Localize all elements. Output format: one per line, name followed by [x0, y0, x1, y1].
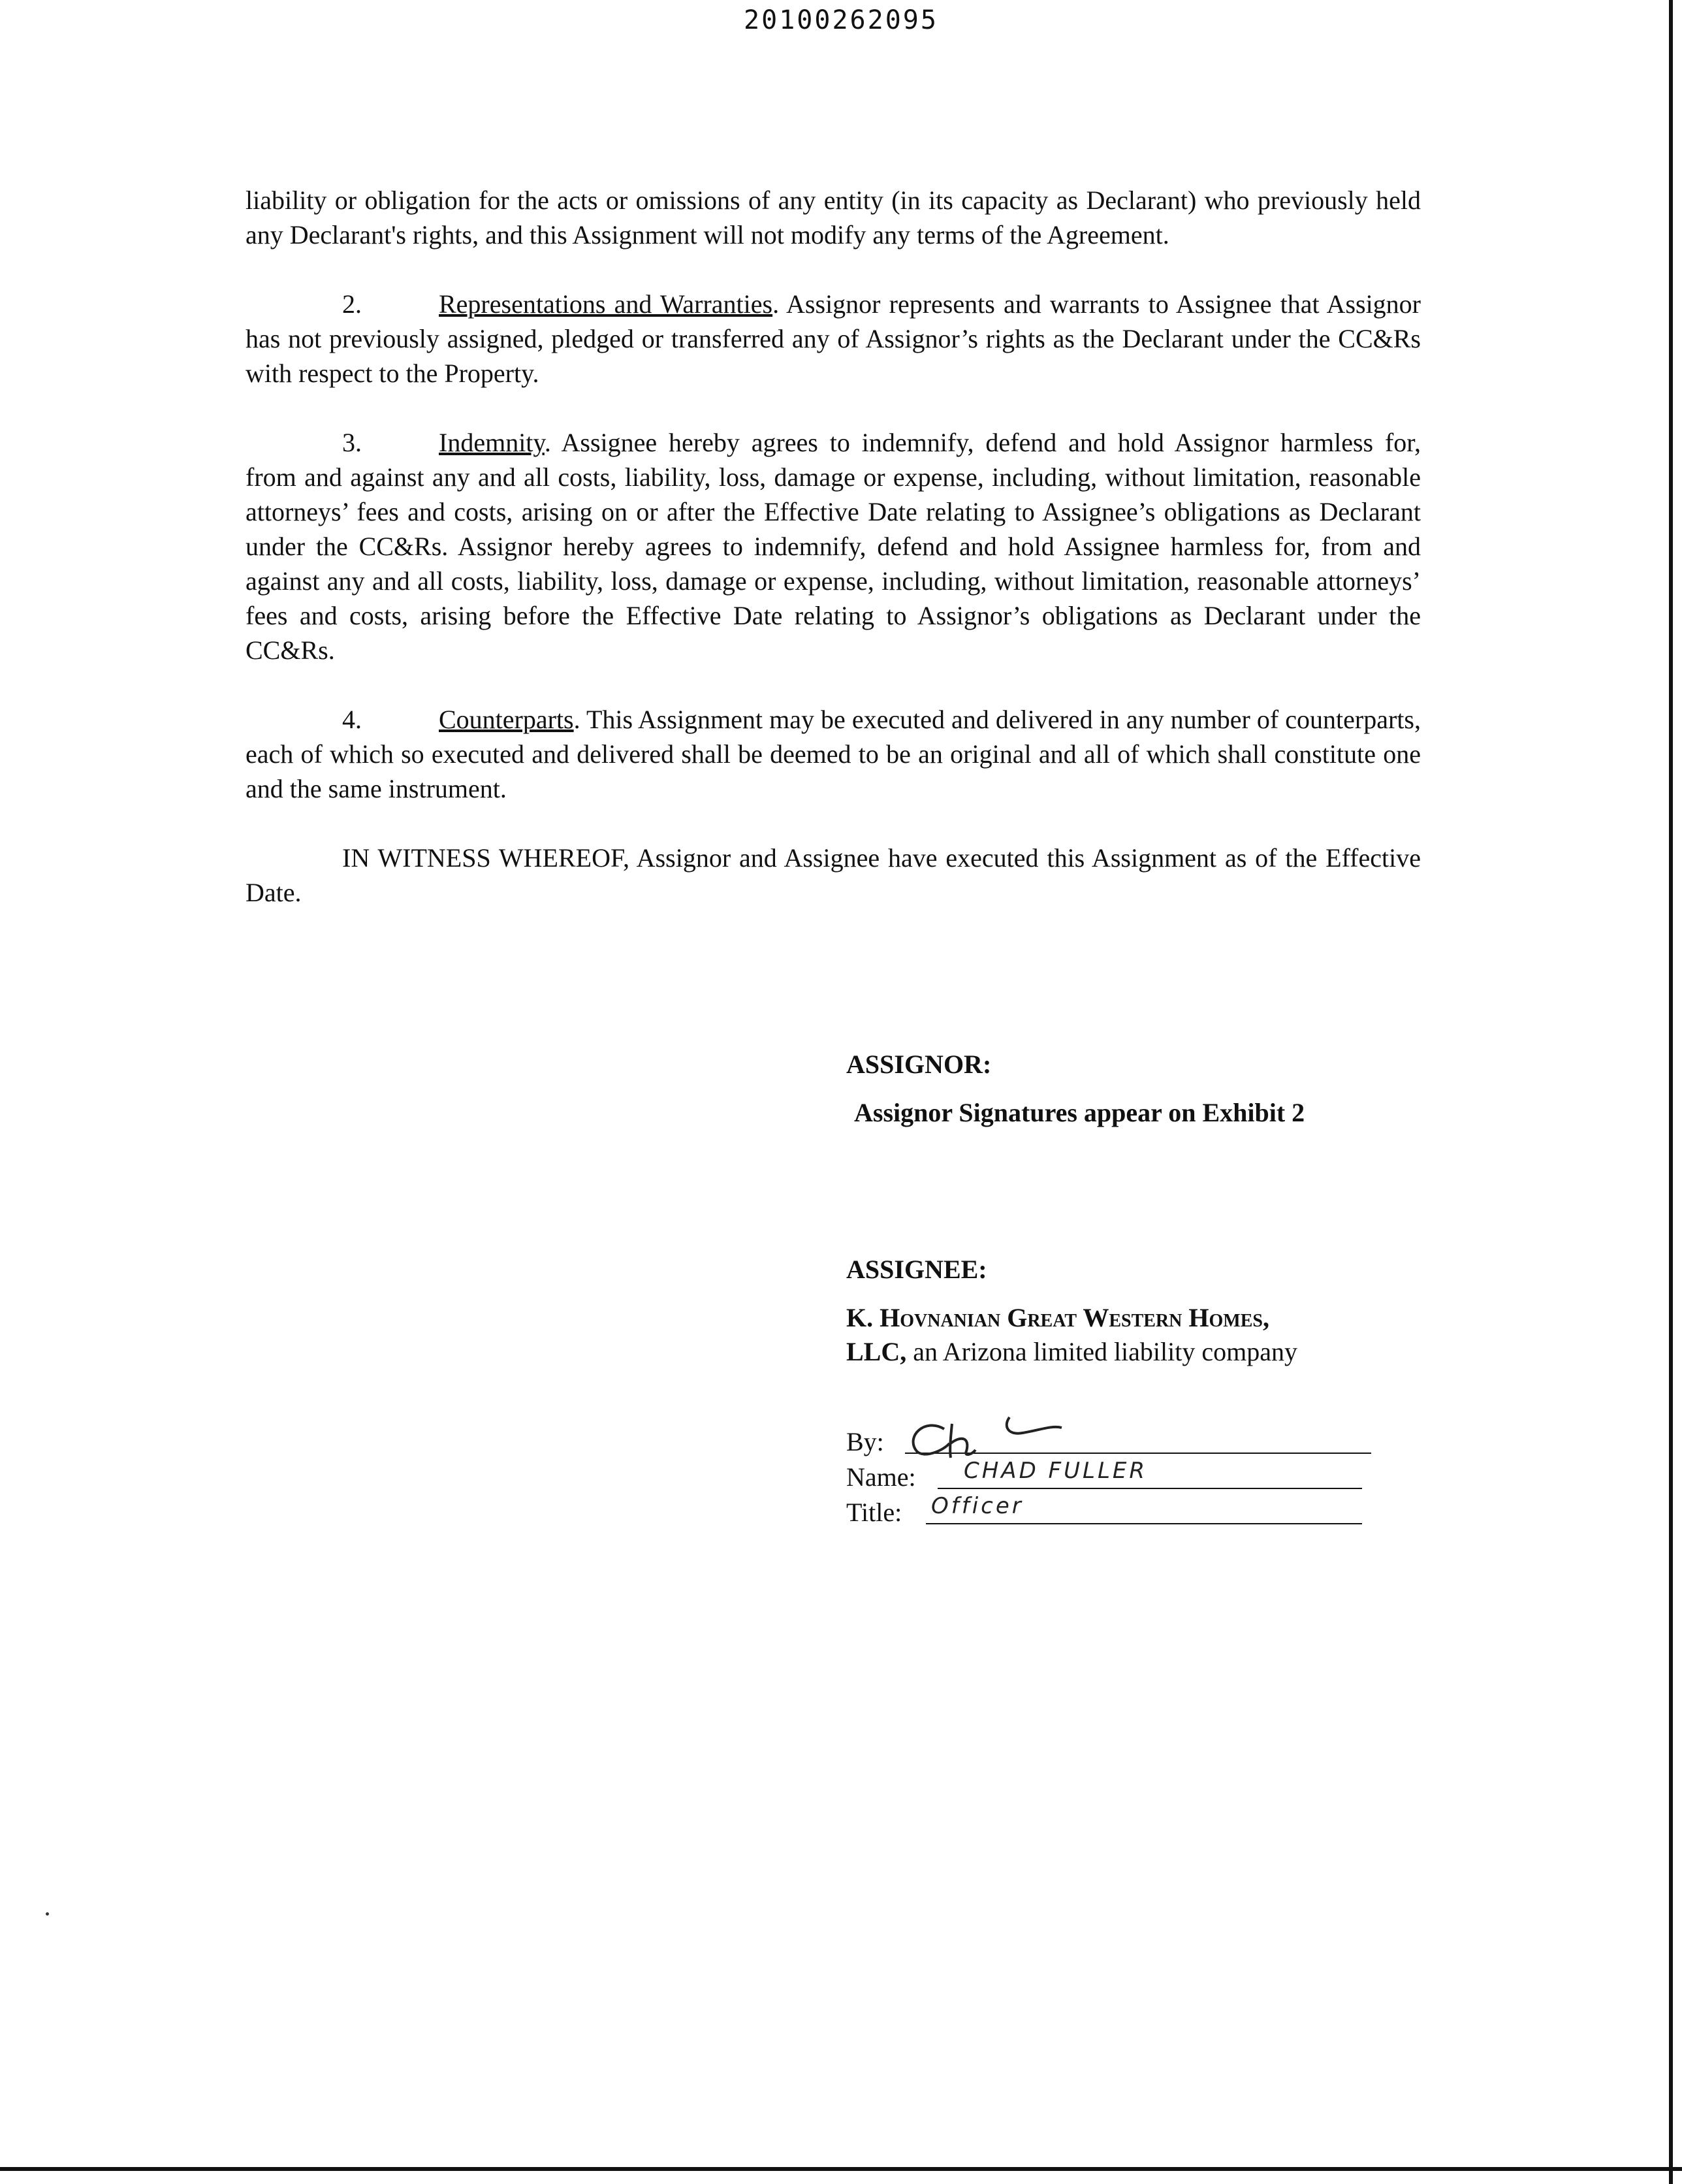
title-rule — [926, 1523, 1362, 1524]
scan-edge-bottom — [0, 2167, 1682, 2171]
section-3-number: 3. — [342, 428, 362, 457]
company-llc: LLC, — [846, 1337, 907, 1366]
assignee-block — [846, 1253, 1434, 1369]
assignor-note: Assignor Signatures appear on Exhibit 2 — [854, 1098, 1305, 1127]
section-4-paragraph — [246, 702, 1421, 806]
section-2-paragraph — [246, 287, 1421, 391]
name-handwritten: CHAD FULLER — [964, 1458, 1147, 1484]
section-3-text: . Assignee hereby agrees to indemnify, defend and hold Assignor harmless for, from and against any and all costs, liability, loss, damage or expense, including, without limitation, reasonable attorneys’ fees and costs, arising on or after the Effective Date relating to Assignee’s obligations as Declarant under the CC&Rs. Assignor hereby agrees to indemnify, defend and hold Assignee harmless for, from and against any and all costs, liability, loss, damage or expense, including, without limitation, reasonable attorneys’ fees and costs, arising before the Effective Date relating to Assignor’s obligations as Declarant under the CC&Rs. — [246, 428, 1421, 665]
title-handwritten: Officer — [931, 1493, 1024, 1519]
section-3-heading: Indemnity — [439, 428, 545, 457]
section-3-paragraph — [246, 425, 1421, 667]
title-line — [846, 1494, 1382, 1530]
scan-speck — [46, 1912, 49, 1916]
signature-lines — [846, 1424, 1382, 1530]
scan-edge-right — [1669, 0, 1673, 2184]
company-description: an Arizona limited liability company — [906, 1337, 1297, 1366]
name-label: Name: — [846, 1462, 916, 1492]
body-text — [246, 183, 1421, 910]
section-2-heading: Representations and Warranties — [439, 289, 773, 319]
company-name: K. Hovnanian Great Western Homes, — [846, 1303, 1269, 1332]
assignor-label: ASSIGNOR: — [846, 1050, 992, 1079]
section-4-number: 4. — [342, 705, 362, 734]
company-line2 — [846, 1335, 1434, 1369]
section-4-text: . This Assignment may be executed and delivered in any number of counterparts, each of which so executed and delivered shall be deemed to be an original and all of which shall constitute one and the same instrument. — [246, 705, 1421, 803]
name-line — [846, 1459, 1382, 1494]
assignor-block — [846, 1048, 1434, 1130]
assignee-company — [846, 1301, 1434, 1369]
document-number: 20100262095 — [744, 5, 938, 35]
section-2-text: . Assignor represents and warrants to Assignee that Assignor has not previously assigned, pledged or transferred any of Assignor’s rights as the Declarant under the CC&Rs with respect to the Property. — [246, 289, 1421, 388]
witness-paragraph: IN WITNESS WHEREOF, Assignor and Assignee have executed this Assignment as of the Effective Date. — [246, 843, 1421, 907]
section-2-number: 2. — [342, 289, 362, 319]
by-label: By: — [846, 1427, 884, 1456]
assignee-label: ASSIGNEE: — [846, 1255, 987, 1284]
section-4-heading: Counterparts — [439, 705, 574, 734]
title-label: Title: — [846, 1498, 902, 1527]
continuation-paragraph: liability or obligation for the acts or omissions of any entity (in its capacity as Declarant) who previously held any Declarant's rights, and this Assignment will not modify any terms of the Agreement. — [246, 185, 1421, 249]
